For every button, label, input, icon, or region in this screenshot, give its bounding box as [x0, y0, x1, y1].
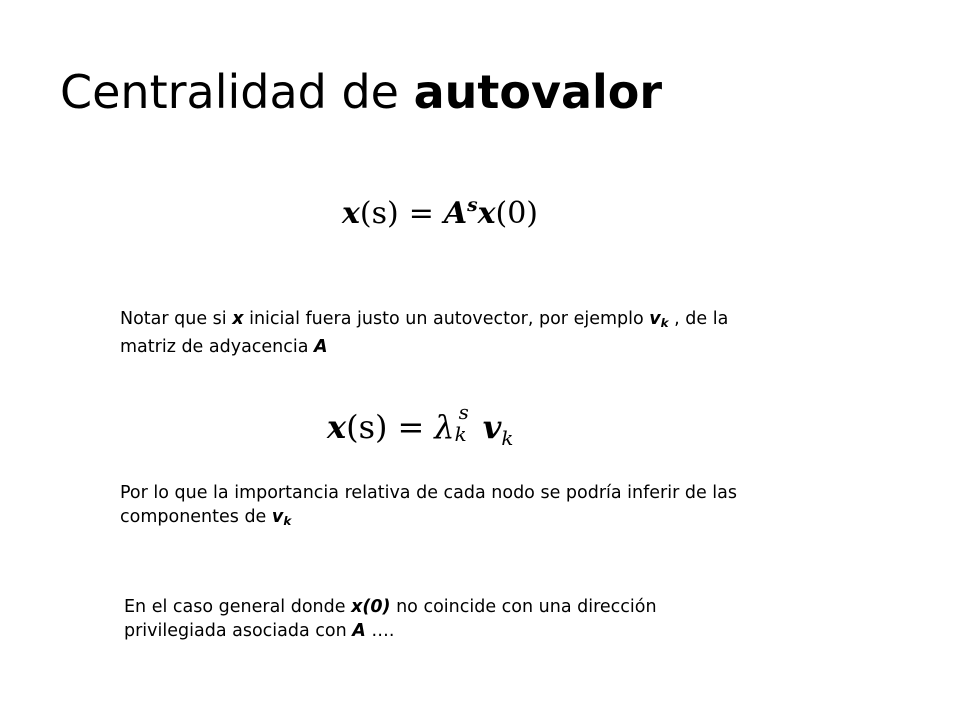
- eq1-rhs-arg: (0): [495, 196, 538, 232]
- title-bold: autovalor: [413, 65, 663, 119]
- p1-text-2: inicial fuera justo un autovector, por ejemplo: [243, 309, 650, 329]
- eq2-lambda-sup: s: [458, 401, 469, 425]
- p3-text-1: En el caso general donde: [124, 597, 352, 617]
- eq1-lhs-arg: (s): [359, 196, 399, 232]
- eq1-exponent: s: [467, 195, 478, 216]
- paragraph-eigenvector-note: [120, 307, 728, 359]
- p1-x: x: [232, 309, 244, 329]
- title-plain: Centralidad de: [60, 65, 414, 119]
- p3-line2: privilegiada asociada con: [124, 621, 353, 641]
- eq1-lhs-var: x: [342, 196, 360, 232]
- p1-v: v: [649, 309, 661, 329]
- eq1-rhs-var: x: [477, 196, 496, 232]
- eq2-lhs-var: x: [327, 408, 347, 446]
- p1-text-1: Notar que si: [120, 309, 233, 329]
- slide-title: [60, 62, 662, 122]
- eq2-lambda-scripts: [454, 401, 473, 446]
- equation-eigen: [327, 401, 514, 461]
- p3-x0: x(0): [351, 597, 391, 617]
- eq2-v-sub: k: [501, 426, 514, 450]
- eq1-matrix: A: [443, 196, 468, 232]
- eq2-lambda: λ: [434, 408, 455, 446]
- p3-A: A: [352, 621, 366, 641]
- p1-A: A: [314, 336, 328, 357]
- p1-k: k: [660, 315, 669, 330]
- p3-text-2: no coincide con una dirección: [390, 597, 657, 617]
- eq2-equals: =: [397, 408, 425, 446]
- p1-line2: matriz de adyacencia: [120, 336, 315, 357]
- paragraph-importance: [120, 481, 737, 533]
- eq2-lambda-sub: k: [454, 422, 467, 446]
- paragraph-general-case: [124, 595, 657, 643]
- eq1-equals: =: [408, 196, 434, 232]
- p2-v: v: [271, 507, 284, 527]
- p2-k: k: [283, 513, 292, 528]
- p1-text-3: , de la: [668, 309, 729, 329]
- equation-power-iteration: [342, 186, 538, 234]
- p3-text-3: ….: [365, 621, 395, 641]
- eq2-lhs-arg: (s): [346, 408, 388, 446]
- p2-line2: componentes de: [120, 507, 272, 527]
- eq2-v: v: [482, 408, 502, 446]
- p2-line1: Por lo que la importancia relativa de cada nodo se podría inferir de las: [120, 483, 738, 503]
